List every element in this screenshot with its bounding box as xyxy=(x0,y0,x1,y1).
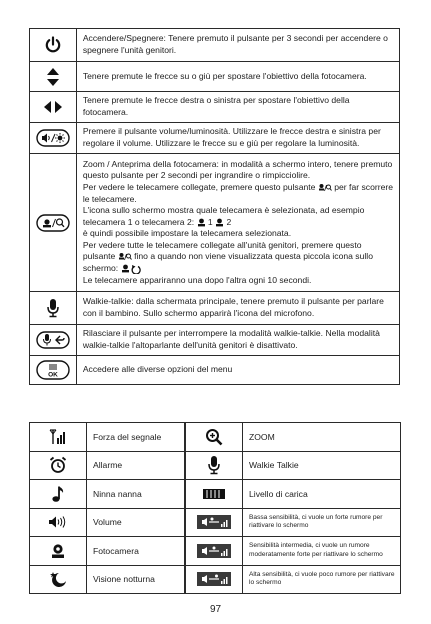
page-number: 97 xyxy=(209,604,222,615)
up-down-arrows-icon xyxy=(30,62,77,92)
sensitivity-medium-icon xyxy=(186,537,243,566)
row-text: Walkie-talkie: dalla schermata principale, tenere premuto il pulsante per parlare con il bambino. Sullo schermo apparirà l'icona del microfono. xyxy=(76,292,399,325)
table-row xyxy=(30,423,185,452)
walkie-talkie-button-icon xyxy=(30,325,77,356)
table-row xyxy=(30,29,400,62)
table-row xyxy=(30,62,400,92)
row-text: Rilasciare il pulsante per interrompere la modalità walkie-talkie. Nella modalità walkie-talkie l'altoparlante dell'unità genitori è disattivato. xyxy=(76,325,399,356)
row-text: Tenere premute le frecce destra o sinistra per spostare l'obiettivo della fotocamera. xyxy=(76,92,399,123)
camera-zoom-icon xyxy=(318,183,332,193)
microphone-icon xyxy=(30,292,77,325)
signal-strength-icon xyxy=(30,423,87,452)
left-right-arrows-icon xyxy=(30,92,77,123)
table-row xyxy=(186,480,401,509)
status-label: Forza del segnale xyxy=(87,423,185,452)
status-label: Walkie Talkie xyxy=(243,451,401,480)
svg-text:OK: OK xyxy=(48,371,58,379)
status-label: Allarme xyxy=(87,451,185,480)
table-row xyxy=(30,565,185,594)
table-row xyxy=(30,154,400,292)
table-row xyxy=(30,537,185,566)
camera-icon xyxy=(30,537,87,566)
night-vision-icon xyxy=(30,565,87,594)
music-note-icon xyxy=(30,480,87,509)
table-row xyxy=(186,451,401,480)
table-row xyxy=(186,565,401,594)
volume-brightness-button-icon xyxy=(30,123,77,154)
row-text: Premere il pulsante volume/luminosità. Utilizzare le frecce destra e sinistra per regolare il volume. Utilizzare le frecce su e giù per regolare la luminosità. xyxy=(76,123,399,154)
button-functions-table xyxy=(29,28,400,385)
microphone-icon xyxy=(186,451,243,480)
status-icons-table-left xyxy=(29,422,185,594)
status-label: Volume xyxy=(87,508,185,537)
menu-ok-button-icon xyxy=(30,356,77,385)
sensitivity-low-icon xyxy=(186,508,243,537)
camera-icon xyxy=(215,218,224,227)
camera-icon xyxy=(197,218,206,227)
status-label: Fotocamera xyxy=(87,537,185,566)
power-icon xyxy=(30,29,77,62)
zoom-camera-button-icon xyxy=(30,154,77,292)
status-label: Visione notturna xyxy=(87,565,185,594)
status-label: Livello di carica xyxy=(243,480,401,509)
zoom-icon xyxy=(186,423,243,452)
volume-icon xyxy=(30,508,87,537)
table-row xyxy=(30,123,400,154)
alarm-clock-icon xyxy=(30,451,87,480)
table-row xyxy=(30,480,185,509)
table-row xyxy=(186,537,401,566)
status-label: ZOOM xyxy=(243,423,401,452)
camera-zoom-icon xyxy=(118,252,132,262)
camera-cycle-icon xyxy=(121,264,141,274)
table-row xyxy=(30,292,400,325)
battery-icon xyxy=(186,480,243,509)
status-label: Ninna nanna xyxy=(87,480,185,509)
status-icons-table-right xyxy=(185,422,401,594)
table-row xyxy=(30,451,185,480)
sensitivity-high-icon xyxy=(186,565,243,594)
status-label: Bassa sensibilità, ci vuole un forte rumore per riattivare lo schermo xyxy=(243,508,401,537)
table-row xyxy=(186,423,401,452)
table-row xyxy=(30,325,400,356)
table-row xyxy=(186,508,401,537)
row-text: Accedere alle diverse opzioni del menu xyxy=(76,356,399,385)
row-text: Tenere premute le frecce su o giù per spostare l'obiettivo della fotocamera. xyxy=(76,62,399,92)
table-row xyxy=(30,92,400,123)
table-row xyxy=(30,508,185,537)
row-text: Accendere/Spegnere: Tenere premuto il pulsante per 3 secondi per accendere o spegnere l'unità genitori. xyxy=(76,29,399,62)
status-label: Alta sensibilità, ci vuole poco rumore per riattivare lo schermo xyxy=(243,565,401,594)
status-label: Sensibilità intermedia, ci vuole un rumore moderatamente forte per riattivare lo schermo xyxy=(243,537,401,566)
table-row xyxy=(30,356,400,385)
row-text: Zoom / Anteprima della fotocamera: in modalità a schermo intero, tenere premuto questo pulsante per 2 secondi per ingrandire o rimpicciolire. Per vedere le telecamere collegate, premere questo pulsante per far scorrere le telecamere. L'icona sullo schermo mostra quale telecamera è selezionata, ad esempio telecamera 1 o telecamera 2: 1 2 è quindi possibile impostare la telecamera selezionata. Per vedere tutte le telecamere collegate all'unità genitori, premere questo pulsante fino a quando non viene visualizzata questa piccola icona sullo schermo: Le telecamere appariranno una dopo l'altra ogni 10 secondi. xyxy=(76,154,399,292)
